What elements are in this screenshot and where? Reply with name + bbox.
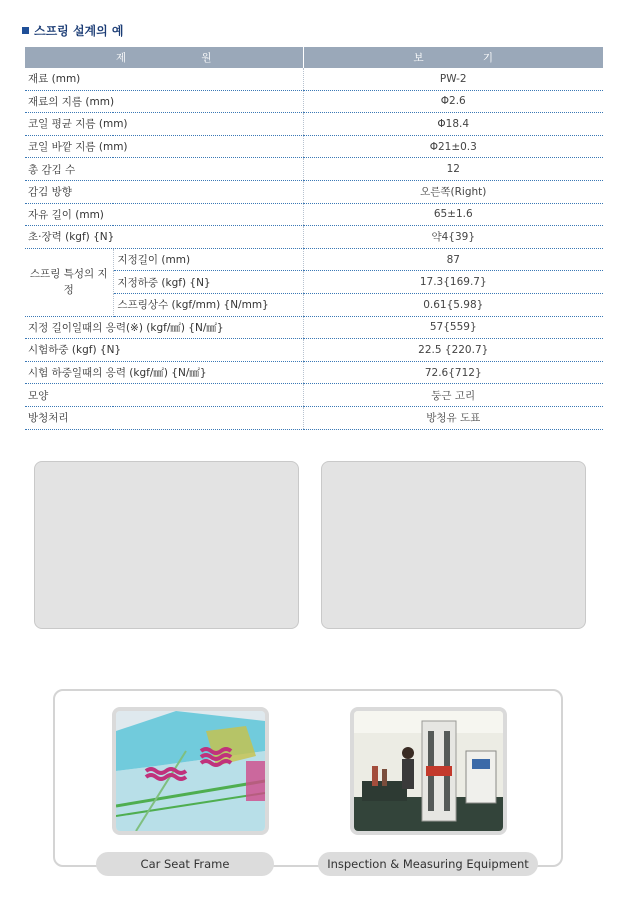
- row-value: 22.5 {220.7}: [303, 339, 603, 362]
- square-bullet-icon: [22, 27, 29, 34]
- row-value: 약4{39}: [303, 226, 603, 249]
- table-row: [25, 90, 603, 113]
- table-row: [25, 406, 603, 429]
- row-value: 17.3{169.7}: [303, 271, 603, 294]
- table-row: [25, 316, 603, 339]
- row-label: 지정 길이일때의 응력(※) (kgf/㎟) {N/㎟}: [25, 316, 303, 339]
- table-row: [25, 203, 603, 226]
- row-label: 모양: [25, 384, 303, 407]
- row-value: 72.6{712}: [303, 361, 603, 384]
- row-label: 코일 바깥 지름 (mm): [25, 135, 303, 158]
- table-row: [25, 68, 603, 90]
- table-row: [25, 158, 603, 181]
- group-label: 스프링 특성의 지정: [25, 248, 113, 316]
- row-label: 지정길이 (mm): [113, 248, 303, 271]
- car-seat-frame-photo: [112, 707, 269, 835]
- table-row: [25, 361, 603, 384]
- caption-inspection-equipment: Inspection & Measuring Equipment: [318, 852, 538, 876]
- row-label: 코일 평균 지름 (mm): [25, 113, 303, 136]
- header-spec: 제 원: [25, 47, 303, 68]
- row-value: 오른쪽(Right): [303, 180, 603, 203]
- row-value: 0.61{5.98}: [303, 293, 603, 316]
- table-header-row: [25, 47, 603, 68]
- caption-car-seat-frame: Car Seat Frame: [96, 852, 274, 876]
- table-row: [25, 180, 603, 203]
- section-title-text: 스프링 설계의 예: [34, 24, 124, 38]
- row-label: 자유 길이 (mm): [25, 203, 303, 226]
- spec-table: [25, 47, 603, 430]
- row-value: 65±1.6: [303, 203, 603, 226]
- row-value: 방청유 도표: [303, 406, 603, 429]
- table-row: [25, 113, 603, 136]
- image-placeholder-left: [34, 461, 299, 629]
- header-example: 보 기: [303, 47, 603, 68]
- row-value: 12: [303, 158, 603, 181]
- inspection-equipment-photo: [350, 707, 507, 835]
- row-label: 감김 방향: [25, 180, 303, 203]
- row-label: 스프링상수 (kgf/mm) {N/mm}: [113, 293, 303, 316]
- row-label: 시험하중 (kgf) {N}: [25, 339, 303, 362]
- row-value: 57{559}: [303, 316, 603, 339]
- row-value: 둥근 고리: [303, 384, 603, 407]
- row-label: 시험 하중일때의 응력 (kgf/㎟) {N/㎟}: [25, 361, 303, 384]
- row-value: Φ21±0.3: [303, 135, 603, 158]
- row-value: Φ18.4: [303, 113, 603, 136]
- image-placeholder-right: [321, 461, 586, 629]
- section-title: [22, 22, 124, 39]
- row-label: 재료의 지름 (mm): [25, 90, 303, 113]
- table-row: [25, 135, 603, 158]
- row-value: 87: [303, 248, 603, 271]
- table-row: [25, 226, 603, 249]
- row-label: 초·장력 (kgf) {N}: [25, 226, 303, 249]
- row-label: 방청처리: [25, 406, 303, 429]
- row-value: Φ2.6: [303, 90, 603, 113]
- table-row: [25, 384, 603, 407]
- row-label: 총 감김 수: [25, 158, 303, 181]
- row-value: PW-2: [303, 68, 603, 90]
- row-label: 지정하중 (kgf) {N}: [113, 271, 303, 294]
- table-row: [25, 248, 603, 271]
- table-row: [25, 339, 603, 362]
- row-label: 재료 (mm): [25, 68, 303, 90]
